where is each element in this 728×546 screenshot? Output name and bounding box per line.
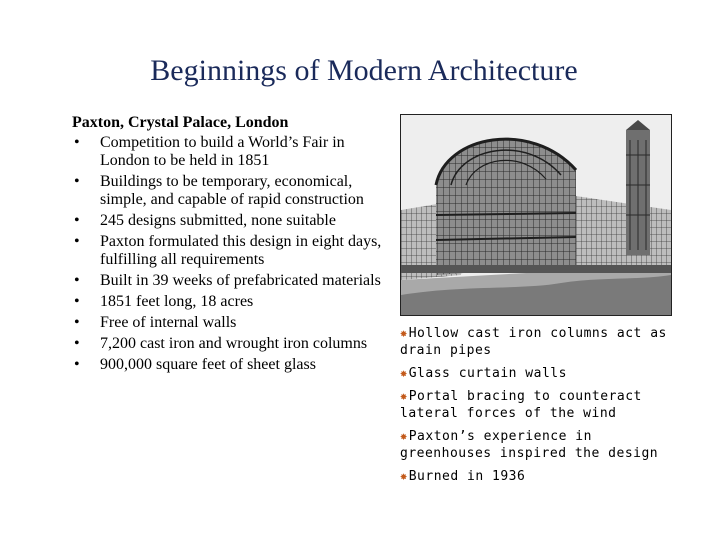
star-bullet-icon: ✸ [400,326,408,340]
fact-item: • Free of internal walls [72,314,392,332]
feature-list [400,325,690,491]
crystal-palace-illustration [401,115,671,315]
feature-item [400,428,690,462]
feature-text: Paxton’s experience in greenhouses inspired the design [400,429,659,461]
feature-text: Portal bracing to counteract lateral forces of the wind [400,389,642,421]
feature-text: Hollow cast iron columns act as drain pipes [400,326,667,358]
feature-item [400,468,690,485]
fact-item: • Competition to build a World’s Fair in London to be held in 1851 [72,134,392,170]
fact-item: • 1851 feet long, 18 acres [72,293,392,311]
feature-item [400,325,690,359]
fact-item: • 900,000 square feet of sheet glass [72,356,392,374]
feature-text: Burned in 1936 [408,469,526,484]
star-bullet-icon: ✸ [400,389,408,403]
feature-item [400,365,690,382]
fact-item: • 245 designs submitted, none suitable [72,212,392,230]
fact-item: • Buildings to be temporary, economical, simple, and capable of rapid construction [72,173,392,209]
star-bullet-icon: ✸ [400,469,408,483]
feature-item [400,388,690,422]
fact-item: • Built in 39 weeks of prefabricated materials [72,272,392,290]
fact-item: • Paxton formulated this design in eight days, fulfilling all requirements [72,233,392,269]
star-bullet-icon: ✸ [400,366,408,380]
slide-subtitle: Paxton, Crystal Palace, London [72,114,289,131]
feature-text: Glass curtain walls [408,366,567,381]
slide-title: Beginnings of Modern Architecture [150,54,578,87]
fact-item: • 7,200 cast iron and wrought iron columns [72,335,392,353]
fact-list [72,134,392,377]
crystal-palace-photo [400,114,672,316]
star-bullet-icon: ✸ [400,429,408,443]
